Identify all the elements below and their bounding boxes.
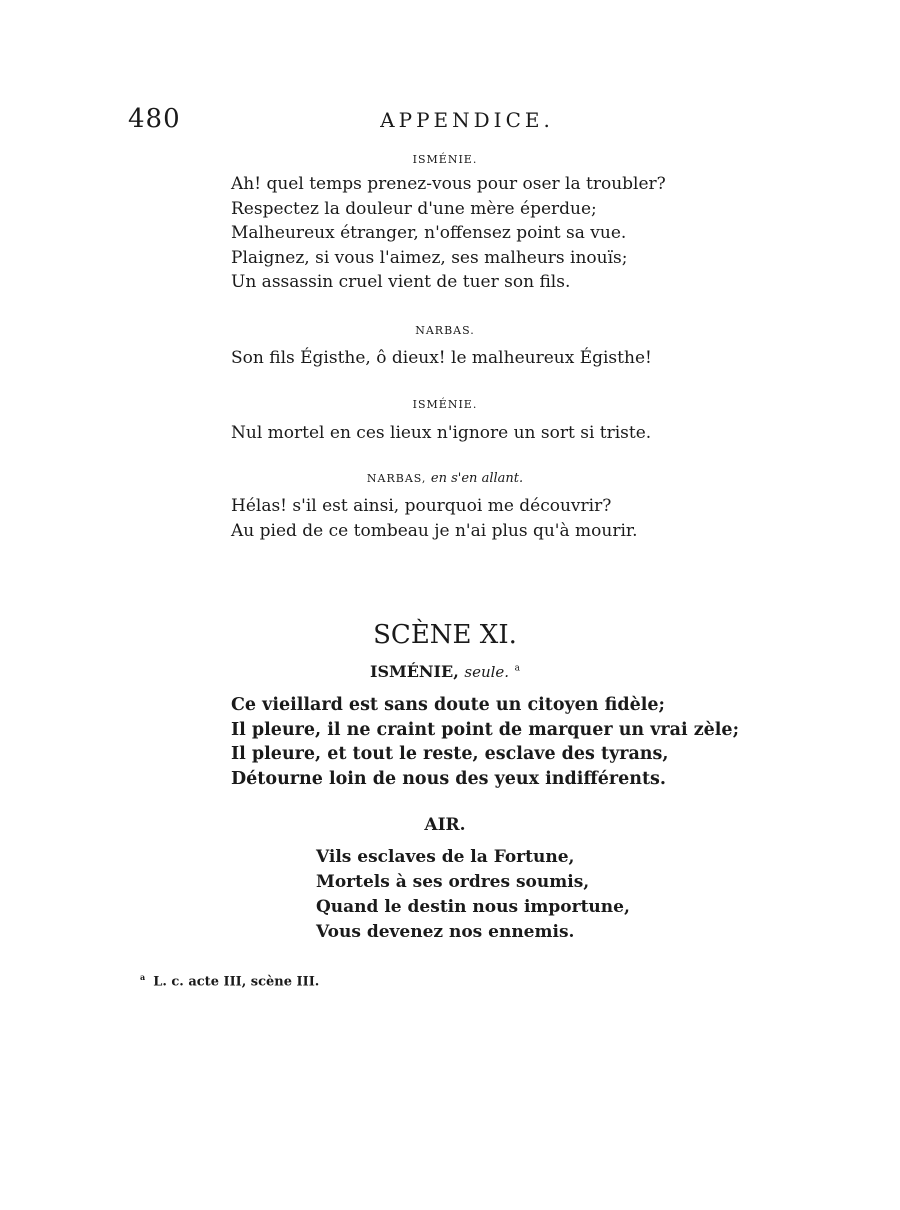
verse-line: Plaignez, si vous l'aimez, ses malheurs inouïs; (231, 247, 628, 268)
speaker-label (0, 324, 890, 337)
speaker-name: ISMÉNIE. (412, 398, 478, 411)
verse-line: Un assassin cruel vient de tuer son fils. (231, 272, 571, 292)
verse-block (231, 421, 651, 446)
footnote (140, 972, 319, 989)
verse-line: Ce vieillard est sans doute un citoyen fidèle; (231, 695, 665, 715)
verse-line: Vils esclaves de la Fortune, (316, 847, 575, 867)
speaker-label (0, 153, 890, 166)
verse-line: Il pleure, et tout le reste, esclave des tyrans, (231, 744, 669, 764)
page-number: 480 (128, 104, 181, 134)
verse-line: Au pied de ce tombeau je n'ai plus qu'à mourir. (231, 520, 638, 541)
verse-block (231, 494, 638, 543)
speaker-label (0, 471, 890, 486)
speaker-name: NARBAS, (366, 472, 427, 485)
verse-line: Détourne loin de nous des yeux indifférents. (231, 768, 666, 789)
running-head: APPENDICE. (380, 108, 554, 132)
verse-line: Il pleure, il ne craint point de marquer un vrai zèle; (231, 719, 740, 740)
speaker-name: NARBAS. (415, 324, 475, 337)
footnote-text: L. c. acte III, scène III. (153, 974, 320, 990)
air-verse-block (316, 845, 630, 945)
verse-block (231, 172, 666, 295)
scene-speaker (0, 662, 890, 681)
verse-line: Respectez la douleur d'une mère éperdue; (231, 198, 597, 219)
verse-line: Malheureux étranger, n'offensez point sa vue. (231, 223, 627, 243)
verse-line: Hélas! s'il est ainsi, pourquoi me découvrir? (231, 496, 612, 516)
verse-line: Ah! quel temps prenez-vous pour oser la troubler? (231, 174, 666, 194)
verse-line: Vous devenez nos ennemis. (316, 922, 575, 942)
stage-direction: seule. (464, 663, 510, 681)
verse-line: Nul mortel en ces lieux n'ignore un sort si triste. (231, 423, 652, 443)
footnote-mark: a (514, 663, 521, 674)
verse-line: Quand le destin nous importune, (316, 897, 630, 917)
air-title: AIR. (424, 815, 466, 835)
verse-block (231, 693, 739, 791)
speaker-name: ISMÉNIE. (412, 153, 478, 166)
speaker-name: ISMÉNIE, (369, 662, 459, 681)
stage-direction: en s'en allant. (430, 471, 524, 486)
verse-line: Mortels à ses ordres soumis, (316, 872, 590, 892)
verse-block (231, 346, 652, 371)
scene-title: SCÈNE XI. (373, 620, 517, 650)
footnote-mark: a (140, 972, 146, 982)
speaker-label (0, 398, 890, 411)
verse-line: Son fils Égisthe, ô dieux! le malheureux Égisthe! (231, 348, 652, 368)
